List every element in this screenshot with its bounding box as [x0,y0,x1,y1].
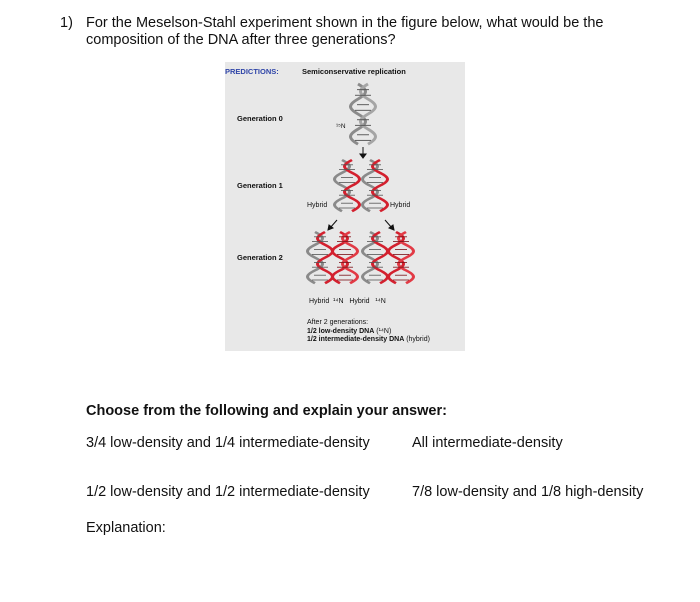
gen1-helix-right [363,160,388,211]
meselson-stahl-figure [225,62,465,351]
after-line-1: After 2 generations: [307,319,369,326]
hybrid-left-label: Hybrid [307,202,328,209]
gen2-helix-2 [333,232,358,283]
option-4[interactable]: 7/8 low-density and 1/8 high-density [412,484,644,500]
after-line-2: 1/2 low-density DNA (¹⁴N) [307,327,392,335]
choose-prompt: Choose from the following and explain your answer: [86,403,447,419]
gen2-labels: Hybrid ¹⁴N Hybrid ¹⁴N [309,298,386,305]
dna-helix-diagram [225,62,465,351]
gen0-helix [351,84,376,144]
explanation-label: Explanation: [86,520,166,536]
after-line-3: 1/2 intermediate-density DNA (hybrid) [307,336,430,343]
gen2-helix-3 [363,232,388,283]
generation-2-label: Generation 2 [237,253,283,262]
arrow-down-icon [360,147,366,158]
n15-label: ¹⁵N [336,123,346,130]
figure-title: Semiconservative replication [302,67,406,76]
arrow-right-icon [385,220,394,230]
gen2-helix-4 [389,232,414,283]
option-1[interactable]: 3/4 low-density and 1/4 intermediate-density [86,435,370,451]
after-two-generations [307,319,430,345]
generation-0-label: Generation 0 [237,114,283,123]
gen2-helix-1 [308,232,333,283]
hybrid-right-label: Hybrid [390,202,411,209]
option-3[interactable]: 1/2 low-density and 1/2 intermediate-density [86,484,370,500]
predictions-label: PREDICTIONS: [225,67,279,76]
option-2[interactable]: All intermediate-density [412,435,563,451]
arrow-left-icon [328,220,337,230]
generation-1-label: Generation 1 [237,181,283,190]
question-number: 1) [60,15,73,31]
gen1-helix-left [335,160,360,211]
question-text: For the Meselson-Stahl experiment shown in the figure below, what would be the composition of the DNA after three generations? [86,15,604,48]
